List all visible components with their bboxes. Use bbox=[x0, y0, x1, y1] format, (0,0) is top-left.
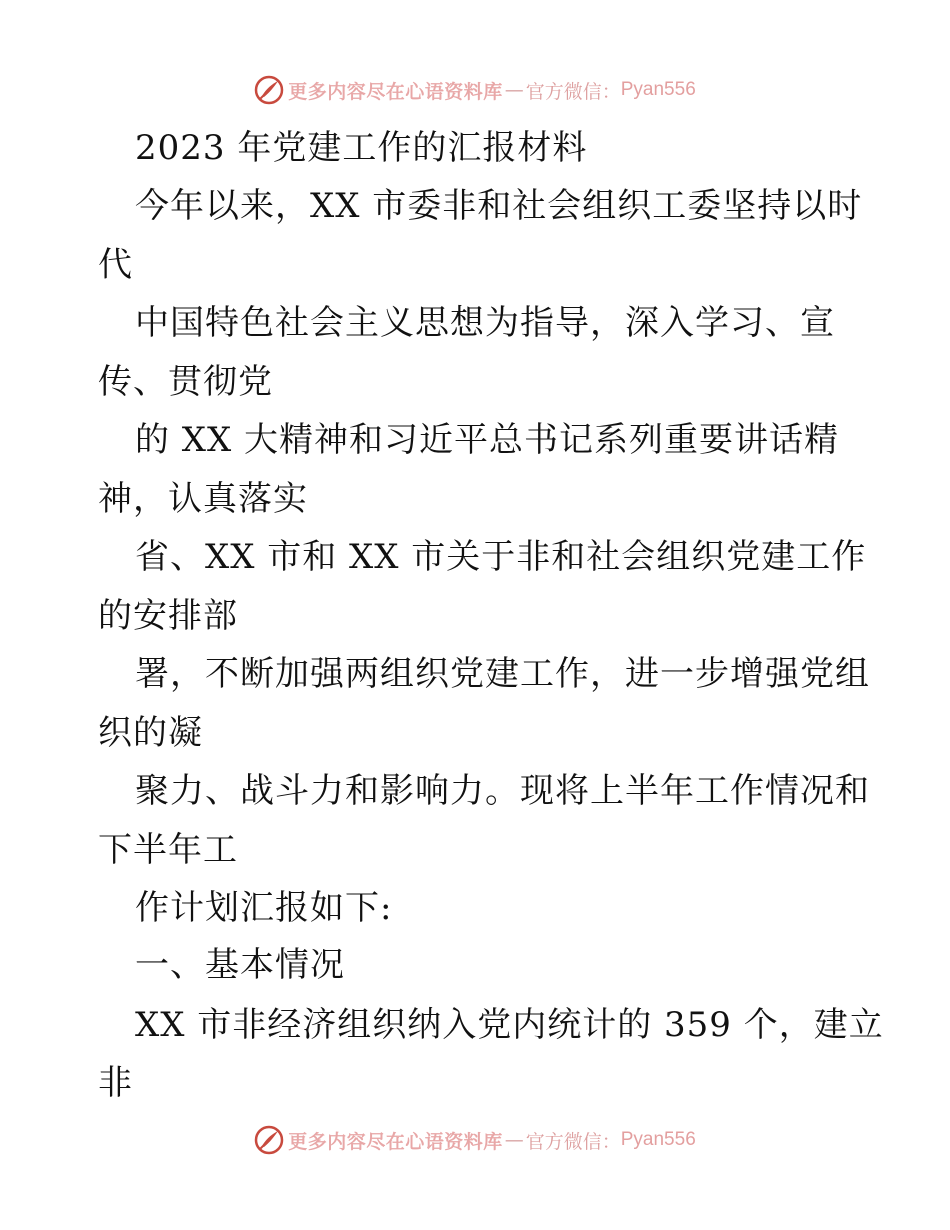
paragraph-line: 中国特色社会主义思想为指导，深入学习、宣 bbox=[135, 303, 835, 343]
watermark-brand: 更多内容尽在心语资料库 bbox=[288, 80, 503, 103]
watermark-wechat-id: Pyan556 bbox=[620, 1129, 696, 1150]
paragraph-line: 代 bbox=[98, 245, 133, 285]
watermark-separator: — bbox=[504, 1129, 524, 1151]
paragraph-line: 传、贯彻党 bbox=[98, 362, 273, 402]
watermark-official-label: 官方微信： bbox=[525, 80, 621, 103]
document-title: 2023 年党建工作的汇报材料 bbox=[135, 128, 588, 168]
paragraph-line: 署，不断加强两组织党建工作，进一步增强党组 bbox=[135, 654, 870, 694]
paragraph-line: 聚力、战斗力和影响力。现将上半年工作情况和 bbox=[135, 771, 870, 811]
paragraph-line: XX 市非经济组织纳入党内统计的 359 个，建立 bbox=[135, 1005, 884, 1045]
paragraph-line: 作计划汇报如下: bbox=[135, 888, 393, 928]
quill-logo-icon bbox=[254, 75, 284, 105]
watermark-brand: 更多内容尽在心语资料库 bbox=[288, 1130, 503, 1153]
paragraph-line: 的 XX 大精神和习近平总书记系列重要讲话精 bbox=[135, 420, 840, 460]
section-heading: 一、基本情况 bbox=[135, 945, 345, 985]
watermark-footer bbox=[0, 1120, 950, 1160]
watermark-wechat-id: Pyan556 bbox=[620, 79, 696, 100]
paragraph-line: 神，认真落实 bbox=[98, 479, 308, 519]
paragraph-line: 非 bbox=[98, 1063, 133, 1103]
paragraph-line: 今年以来，XX 市委非和社会组织工委坚持以时 bbox=[135, 186, 863, 226]
quill-logo-icon bbox=[254, 1125, 284, 1155]
watermark-official-label: 官方微信： bbox=[525, 1130, 621, 1153]
paragraph-line: 织的凝 bbox=[98, 713, 203, 753]
watermark-separator: — bbox=[504, 79, 524, 101]
paragraph-line: 省、XX 市和 XX 市关于非和社会组织党建工作 bbox=[135, 537, 867, 577]
paragraph-line: 下半年工 bbox=[98, 830, 238, 870]
paragraph-line: 的安排部 bbox=[98, 596, 238, 636]
watermark-header bbox=[0, 70, 950, 110]
